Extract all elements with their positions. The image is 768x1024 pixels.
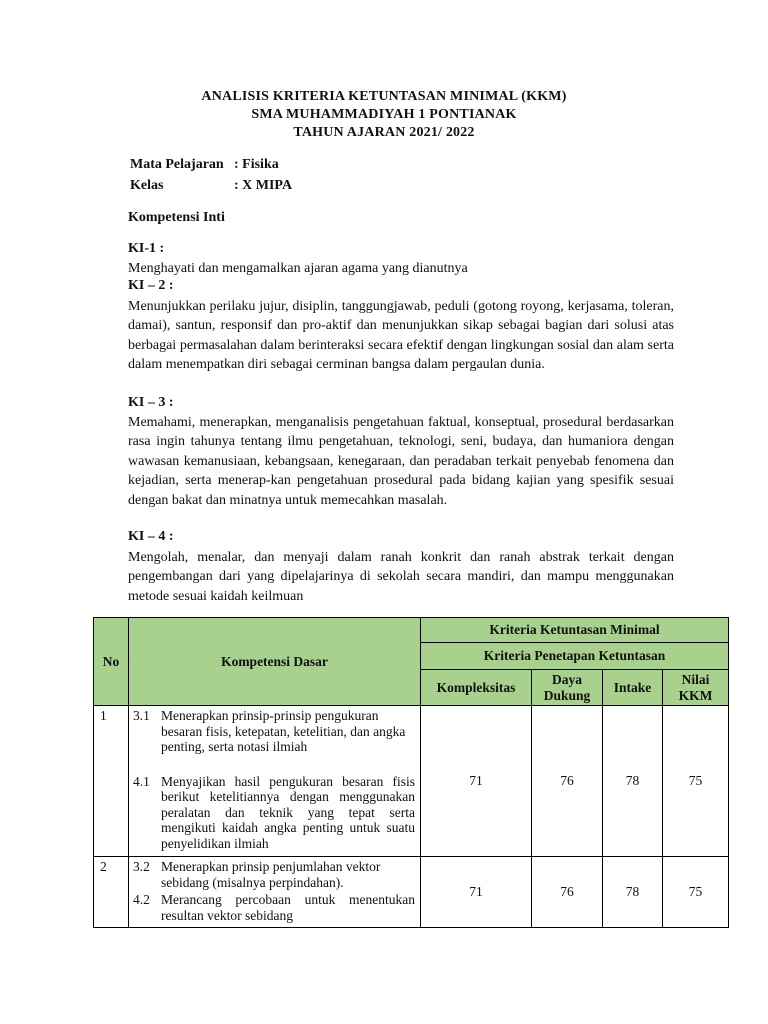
ki1-text: Menghayati dan mengamalkan ajaran agama yang dianutnya	[128, 261, 468, 276]
ki2-text: Menunjukkan perilaku jujur, disiplin, tanggungjawab, peduli (gotong royong, kerjasama, toleran, damai), santun, responsif dan pro-aktif dan menunjukkan sikap sebagai bagian dari solusi atas berbagai permasalahan dalam berinteraksi secara efektif dengan lingkungan sosial dan alam serta dalam menempatkan diri sebagai cerminan bangsa dalam pergaulan dunia.	[128, 299, 674, 373]
kd-code: 3.2	[133, 859, 150, 874]
ki3-label: KI – 3 :	[128, 395, 174, 410]
class-value: : X MIPA	[234, 178, 293, 193]
daya-dukung-value: 76	[532, 857, 603, 928]
table-row	[94, 857, 729, 928]
kd-text: Menerapkan prinsip-prinsip pengukuran besaran fisis, ketepatan, ketelitian, dan angka penting, serta notasi ilmiah	[161, 708, 406, 754]
col-header-kd: Kompetensi Dasar	[129, 618, 421, 706]
ki4-text: Mengolah, menalar, dan menyaji dalam ranah konkrit dan ranah abstrak terkait dengan pengembangan dari yang dipelajarinya di sekolah secara mandiri, dan mampu menggunakan metode sesuai kaidah keilmuan	[128, 550, 674, 604]
kd-item	[129, 774, 420, 852]
academic-year: TAHUN AJARAN 2021/ 2022	[293, 125, 475, 140]
class-label: Kelas	[130, 178, 164, 193]
group-header-kkm: Kriteria Ketuntasan Minimal	[421, 618, 729, 643]
nilai-kkm-value: 75	[663, 706, 729, 857]
kd-text: Menyajikan hasil pengukuran besaran fisis berikut ketelitiannya dengan menggunakan peralatan dan teknik yang tepat serta mengikuti kaidah angka penting untuk suatu penyelidikan ilmiah	[161, 773, 415, 851]
ki-heading: Kompetensi Inti	[128, 210, 225, 225]
col-header-no: No	[94, 618, 129, 706]
subject-label: Mata Pelajaran	[130, 157, 224, 172]
kd-item	[129, 859, 420, 890]
kd-text: Menerapkan prinsip penjumlahan vektor sebidang (misalnya perpindahan).	[161, 859, 381, 890]
class-line	[130, 178, 292, 194]
row-number: 1	[94, 706, 129, 857]
col-header-daya-dukung: Daya Dukung	[532, 670, 603, 706]
intake-value: 78	[603, 857, 663, 928]
kkm-table	[93, 617, 729, 928]
col-header-intake: Intake	[603, 670, 663, 706]
kd-cell	[129, 857, 421, 928]
kd-item	[129, 708, 420, 755]
daya-dukung-value: 76	[532, 706, 603, 857]
ki3-text: Memahami, menerapkan, menganalisis pengetahuan faktual, konseptual, prosedural berdasarkan rasa ingin tahunya tentang ilmu pengetahuan, teknologi, seni, budaya, dan humaniora dengan wawasan kemanusiaan, kebangsaan, kenegaraan, dan peradaban terkait penyebab fenomena dan kejadian, serta menerap-kan pengetahuan prosedural pada bidang kajian yang spesifik sesuai dengan bakat dan minatnya untuk memecahkan masalah.	[128, 415, 674, 508]
table-row	[94, 706, 729, 857]
row-number: 2	[94, 857, 129, 928]
kd-code: 3.1	[133, 708, 150, 723]
col-header-kompleksitas: Kompleksitas	[421, 670, 532, 706]
col-header-nilai-kkm: Nilai KKM	[663, 670, 729, 706]
kompleksitas-value: 71	[421, 706, 532, 857]
kd-cell	[129, 706, 421, 857]
intake-value: 78	[603, 706, 663, 857]
kd-code: 4.1	[133, 773, 150, 789]
ki4-label: KI – 4 :	[128, 529, 174, 544]
kompleksitas-value: 71	[421, 857, 532, 928]
subject-line	[130, 157, 279, 173]
ki2-label: KI – 2 :	[128, 278, 174, 293]
group-header-penetapan: Kriteria Penetapan Ketuntasan	[421, 643, 729, 670]
kd-code: 4.2	[133, 892, 150, 907]
ki1-label: KI-1 :	[128, 241, 165, 256]
nilai-kkm-value: 75	[663, 857, 729, 928]
subject-value: : Fisika	[234, 157, 279, 172]
kd-item	[129, 892, 420, 923]
document-title: ANALISIS KRITERIA KETUNTASAN MINIMAL (KKM)	[201, 89, 567, 104]
kd-text: Merancang percobaan untuk menentukan resultan vektor sebidang	[161, 892, 415, 923]
school-name: SMA MUHAMMADIYAH 1 PONTIANAK	[251, 107, 517, 122]
